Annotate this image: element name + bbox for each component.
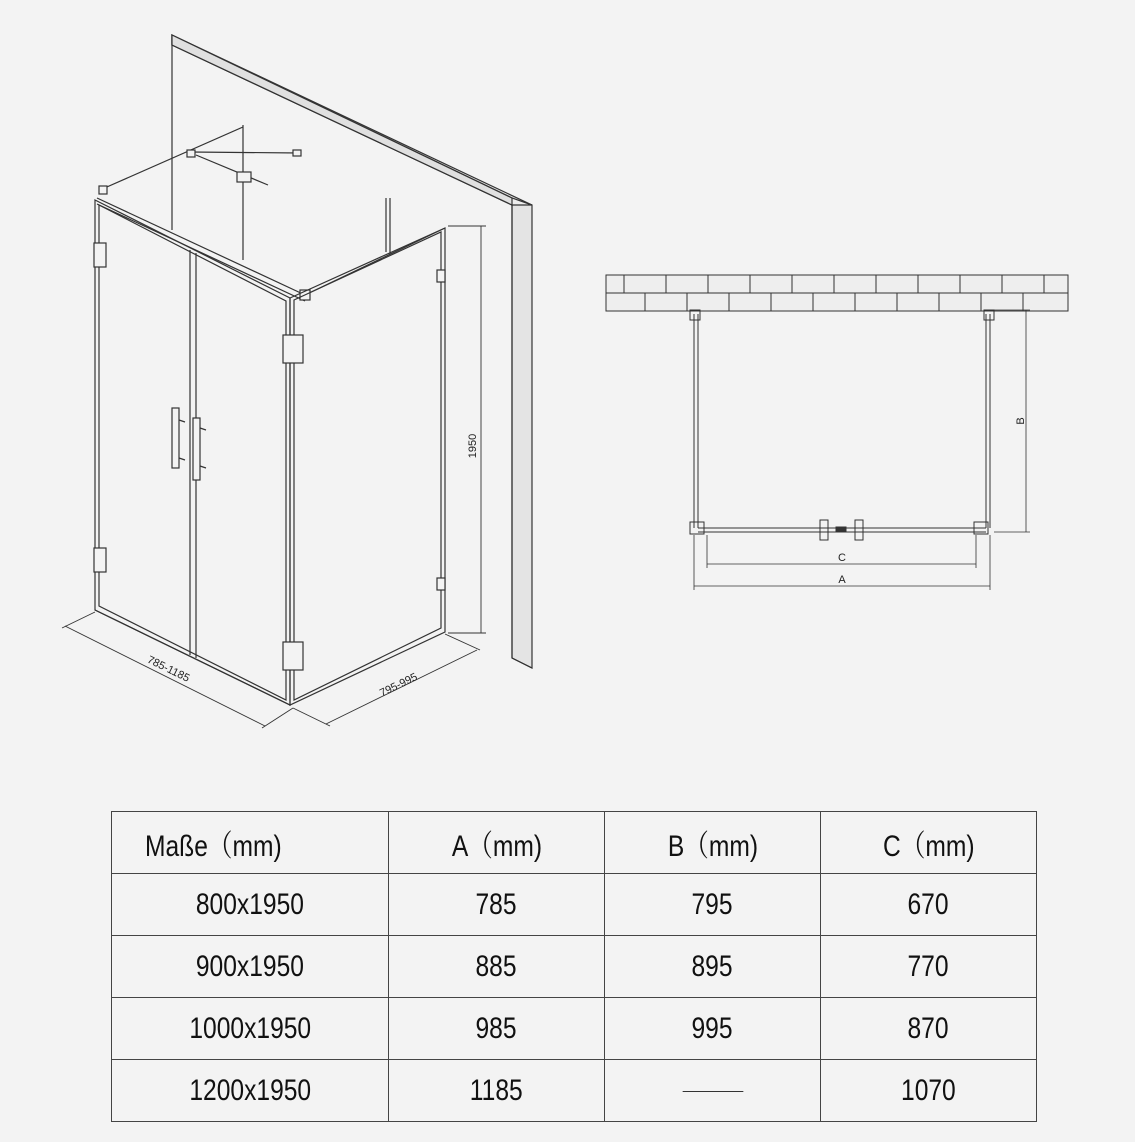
- dash-placeholder: [682, 1091, 743, 1092]
- dimensions-table: [111, 811, 1037, 1122]
- table-cell: 870: [821, 998, 1037, 1060]
- table-row: [112, 936, 1037, 998]
- depth-dimension-label: 795-995: [377, 671, 420, 700]
- table-cell: 795: [605, 874, 821, 936]
- table-cell: 885: [389, 936, 605, 998]
- table-cell: 785: [389, 874, 605, 936]
- height-dimension-label: 1950: [467, 433, 479, 459]
- table-cell: 1000x1950: [112, 998, 389, 1060]
- table-cell: 770: [821, 936, 1037, 998]
- header-cell: Maße（mm): [112, 812, 389, 874]
- table-cell: 670: [821, 874, 1037, 936]
- plan-label-c: C: [838, 552, 846, 564]
- top-rails: [97, 125, 445, 301]
- header-cell: C（mm): [821, 812, 1037, 874]
- plan-view: [606, 275, 1068, 590]
- table-cell: 995: [605, 998, 821, 1060]
- table-cell: 985: [389, 998, 605, 1060]
- dimension-lines: [62, 226, 486, 728]
- table-cell-empty: [605, 1060, 821, 1122]
- table-header-row: [112, 812, 1037, 874]
- plan-glass: [690, 310, 994, 540]
- table-cell: 800x1950: [112, 874, 389, 936]
- plan-dimensions: [694, 310, 1030, 590]
- header-cell: B（mm): [605, 812, 821, 874]
- width-dimension-label: 785-1185: [145, 653, 192, 685]
- header-cell: A（mm): [389, 812, 605, 874]
- table-cell: 1070: [821, 1060, 1037, 1122]
- front-doors: [94, 200, 290, 705]
- table-cell: 1185: [389, 1060, 605, 1122]
- table-row: [112, 998, 1037, 1060]
- brick-wall: [606, 275, 1068, 311]
- back-wall: [172, 35, 532, 668]
- table-cell: 895: [605, 936, 821, 998]
- table-row: [112, 874, 1037, 936]
- isometric-view: [62, 35, 532, 728]
- table-row: [112, 1060, 1037, 1122]
- plan-label-b: B: [1015, 417, 1027, 425]
- table-cell: 1200x1950: [112, 1060, 389, 1122]
- plan-label-a: A: [838, 574, 846, 586]
- table-cell: 900x1950: [112, 936, 389, 998]
